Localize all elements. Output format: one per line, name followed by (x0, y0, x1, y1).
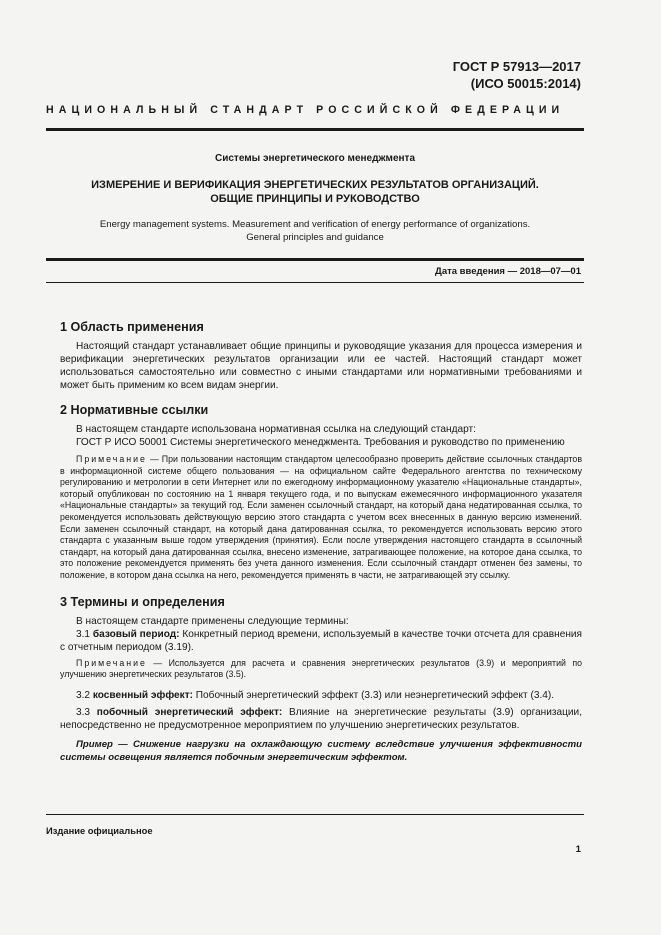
divider (46, 128, 584, 131)
divider (46, 258, 584, 261)
title-line: ИЗМЕРЕНИЕ И ВЕРИФИКАЦИЯ ЭНЕРГЕТИЧЕСКИХ РЕЗУЛЬТАТОВ ОРГАНИЗАЦИЙ. (91, 179, 539, 191)
divider (46, 814, 584, 815)
term-entry (60, 706, 582, 732)
term-definition: Влияние на энергетические результаты (3.9) организации, непосредственно не предусмотренное мероприятием по улучшению энергетических результатов. (60, 706, 582, 731)
note-label: Примечание (76, 657, 147, 668)
note (60, 454, 582, 582)
term-definition: Побочный энергетический эффект (3.3) или неэнергетический эффект (3.4). (193, 689, 555, 701)
note-label: Примечание (76, 454, 147, 464)
term-name: базовый период: (92, 628, 180, 640)
english-title (46, 218, 584, 244)
term-name: побочный энергетический эффект: (96, 706, 283, 718)
series-title: Системы энергетического менеджмента (215, 153, 415, 164)
title-line: ОБЩИЕ ПРИНЦИПЫ И РУКОВОДСТВО (210, 193, 420, 205)
example: Пример — Снижение нагрузки на охлаждающую систему вследствие улучшения эффективности системы освещения является побочным энергетическим эффектом. (60, 738, 582, 763)
section-heading: 1 Область применения (60, 320, 204, 334)
section-heading: 2 Нормативные ссылки (60, 403, 209, 417)
english-title-line: Energy management systems. Measurement and verification of energy performance of organizations. (99, 219, 531, 230)
note-text: — При пользовании настоящим стандартом целесообразно проверить действие ссылочных стандартов в информационной системе общего пользования — на официальном сайте Федерального агентства по техническому регулированию и метрологии в сети Интернет или по ежегодному информационному указателю «Национальные стандарты», который опубликован по состоянию на 1 января текущего года, и по выпускам ежемесячного информационного указателя «Национальные стандарты» за текущий год. Если заменен ссылочный стандарт, на который дана недатированная ссылка, то рекомендуется использовать действующую версию этого стандарта с учетом всех внесенных в данную версию изменений. Если заменен ссылочный стандарт, на который дана датированная ссылка, то рекомендуется использовать версию этого стандарта с указанным выше годом утверждения (принятия). Если после утверждения настоящего стандарта в ссылочный стандарт, на который дана датированная ссылка, внесено изменение, затрагивающее положение, на которое дана ссылка, то это положение рекомендуется применять без учета данного изменения. Если ссылочный стандарт отменен без замены, то положение, в котором дана ссылка на него, рекомендуется применять в части, не затрагивающей эту ссылку. (60, 454, 582, 580)
english-title-line: General principles and guidance (246, 232, 384, 243)
national-standard-banner: НАЦИОНАЛЬНЫЙ СТАНДАРТ РОССИЙСКОЙ ФЕДЕРАЦИИ (46, 104, 565, 116)
paragraph: В настоящем стандарте применены следующие термины: (76, 615, 349, 627)
term-number: 3.3 (76, 706, 97, 718)
term-name: косвенный эффект: (92, 689, 193, 701)
document-title (46, 178, 584, 206)
note (60, 658, 582, 681)
reference-entry: ГОСТ Р ИСО 50001 Системы энергетического менеджмента. Требования и руководство по применению (76, 437, 565, 448)
section-heading: 3 Термины и определения (60, 594, 225, 609)
paragraph: В настоящем стандарте использована нормативная ссылка на следующий стандарт: (76, 424, 476, 435)
document-body (60, 318, 582, 764)
term-definition: Конкретный период времени, используемый в качестве точки отсчета для сравнения с отчетным периодом (3.19). (60, 628, 582, 653)
term-number: 3.2 (76, 689, 93, 701)
standard-designation (453, 58, 581, 92)
gost-number: ГОСТ Р 57913—2017 (452, 59, 581, 74)
term-entry (60, 628, 582, 654)
edition-label: Издание официальное (46, 825, 153, 836)
page-number: 1 (575, 844, 581, 855)
term-entry (60, 689, 582, 702)
divider (46, 282, 584, 283)
term-number: 3.1 (76, 628, 93, 640)
iso-number: (ИСО 50015:2014) (470, 76, 581, 91)
introduction-date: Дата введения — 2018—07—01 (435, 266, 581, 277)
note-text: — Используется для расчета и сравнения энергетических результатов (3.9) и мероприятий по улучшению энергетических результатов (3.5). (60, 657, 582, 680)
paragraph: Настоящий стандарт устанавливает общие принципы и руководящие указания для процесса измерения и верификации энергетических результатов организации или ее частей. Настоящий стандарт может использоваться самостоятельно или совместно с иными стандартами или нормативными требованиями и может быть применим ко всем видам энергии. (60, 341, 582, 391)
